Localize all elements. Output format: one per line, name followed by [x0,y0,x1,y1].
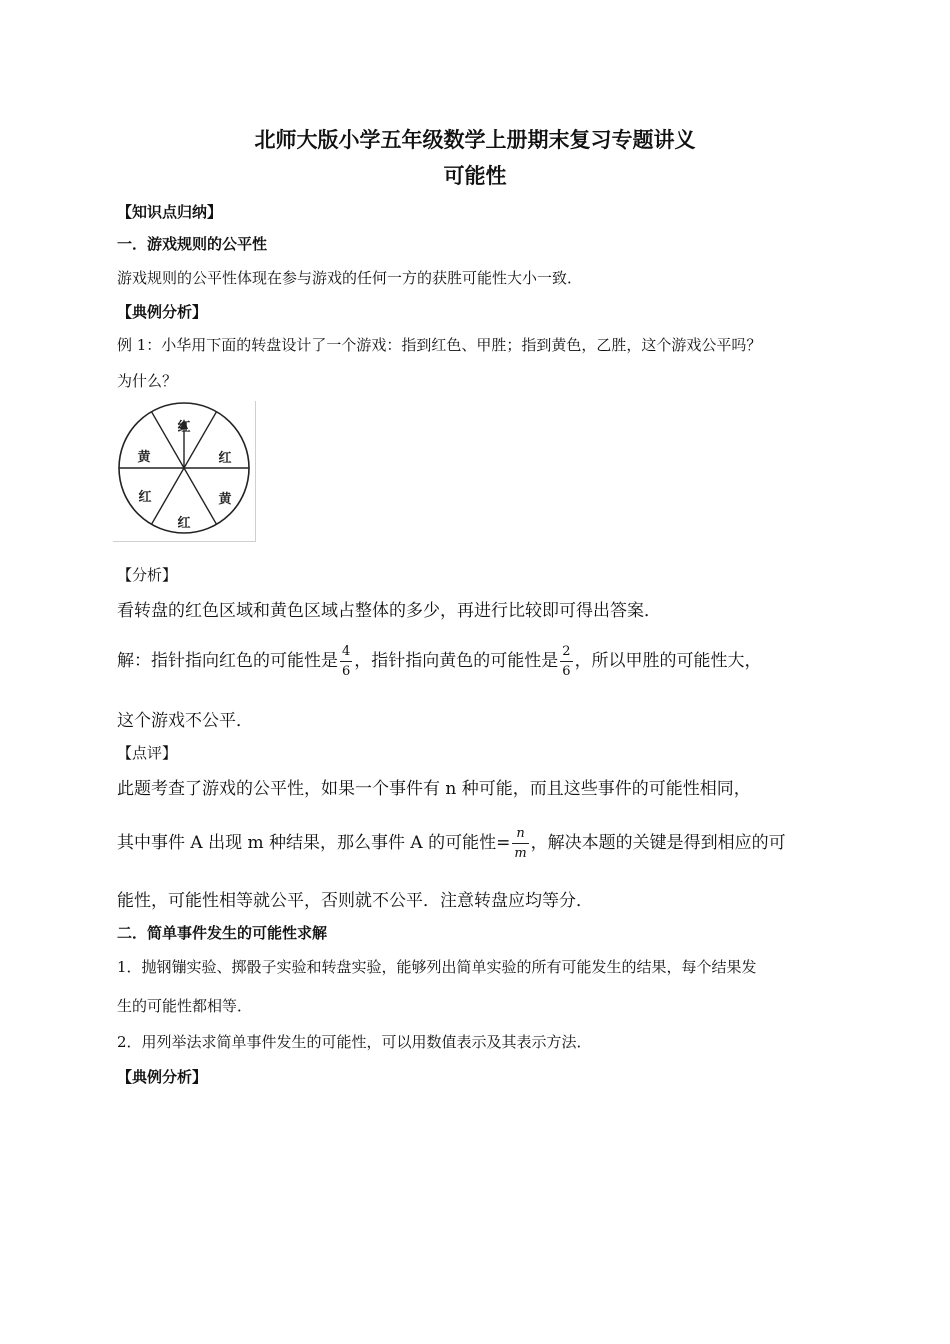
comment-line1: 此题考查了游戏的公平性，如果一个事件有 n 种可能，而且这些事件的可能性相同， [117,779,751,799]
section-knowledge-heading: 【知识点归纳】 [117,203,223,221]
comment-line3: 能性，可能性相等就公平，否则就不公平．注意转盘应均等分． [117,891,593,911]
segment-label: 红 [218,451,232,466]
comment-text: ，解决本题的关键是得到相应的可 [530,833,786,853]
fraction-four-sixths: $\frac{4}{6}$ [342,644,351,679]
comment-heading: 【点评】 [117,744,178,762]
comment-line2 [117,826,786,861]
analysis-text: 看转盘的红色区域和黄色区域占整体的多少，再进行比较即可得出答案． [117,601,661,621]
page-title: 北师大版小学五年级数学上册期末复习专题讲义 [254,128,696,152]
solution-text: 解：指针指向红色的可能性是 [117,651,338,671]
solution-line1 [117,644,762,679]
solution-text: ，指针指向黄色的可能性是 [354,651,559,671]
part1-text: 游戏规则的公平性体现在参与游戏的任何一方的获胜可能性大小一致． [117,269,583,287]
part2-item2: 2．用列举法求简单事件发生的可能性，可以用数值表示及其表示方法． [117,1033,592,1051]
segment-label: 黄 [137,450,151,465]
solution-line2: 这个游戏不公平． [117,711,253,731]
example1-line1: 例 1：小华用下面的转盘设计了一个游戏：指到红色、甲胜；指到黄色，乙胜，这个游戏公平吗？ [117,336,762,354]
part2-item1-line2: 生的可能性都相等． [117,997,253,1015]
segment-label: 红 [177,516,191,531]
part2-heading: 二．简单事件发生的可能性求解 [117,924,328,942]
part2-item1-line1: 1．抛钢镚实验、掷骰子实验和转盘实验，能够列出简单实验的所有可能发生的结果，每个结果发 [117,958,757,976]
example1-line2: 为什么？ [117,372,178,390]
part1-heading: 一．游戏规则的公平性 [117,235,268,253]
spinner-figure [113,401,256,542]
spinner-wheel [113,401,255,541]
page-subtitle: 可能性 [443,164,507,188]
segment-label: 红 [177,420,191,435]
solution-text: ，所以甲胜的可能性大， [574,651,762,671]
fraction-n-over-m: $\frac{n}{m}$ [514,826,527,861]
segment-label: 黄 [218,492,232,507]
fraction-two-sixths: $\frac{2}{6}$ [562,644,571,679]
example-heading-2: 【典例分析】 [117,1068,208,1086]
segment-label: 红 [138,490,152,505]
analysis-heading: 【分析】 [117,566,178,584]
comment-text: 其中事件 A 出现 m 种结果，那么事件 A 的可能性= [117,833,511,853]
example-heading: 【典例分析】 [117,303,208,321]
